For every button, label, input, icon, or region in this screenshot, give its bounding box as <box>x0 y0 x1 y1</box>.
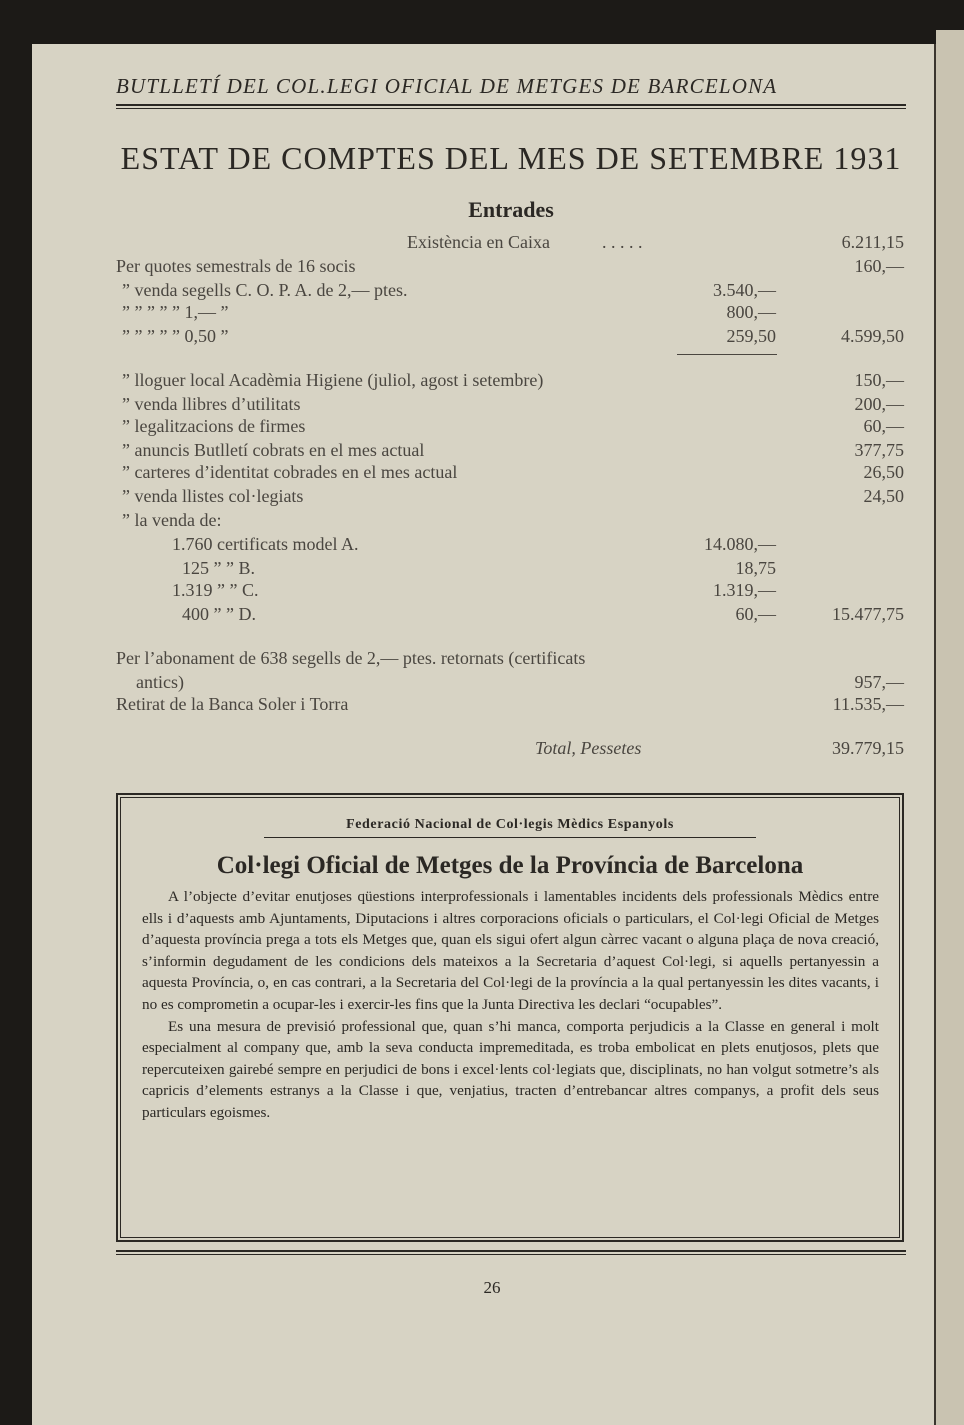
section-title-entrades: Entrades <box>468 197 554 222</box>
row-llistes-total: 24,50 <box>863 486 904 506</box>
row-existencia-label: Existència en Caixa <box>407 232 550 252</box>
row-banca-total: 11.535,— <box>832 694 904 714</box>
row-banca-label: Retirat de la Banca Soler i Torra <box>116 694 349 714</box>
row-cert-a-label: 1.760 certificats model A. <box>172 534 359 554</box>
row-cert-b-sub: 18,75 <box>735 558 776 578</box>
row-cert-c-sub: 1.319,— <box>713 580 776 600</box>
page-number: 26 <box>483 1278 501 1297</box>
row-quotes-label: Per quotes semestrals de 16 socis <box>116 256 356 276</box>
row-anuncis-label: ” anuncis Butlletí cobrats en el mes actual <box>122 440 425 460</box>
row-segells-050-sub: 259,50 <box>726 326 776 346</box>
notice-title: Col·legi Oficial de Metges de la Província de Barcelona <box>216 852 804 879</box>
subtotal-rule <box>677 354 777 355</box>
row-abonament-label-2: antics) <box>136 672 184 692</box>
row-cert-a-sub: 14.080,— <box>704 534 776 554</box>
row-segells-050-total: 4.599,50 <box>841 326 904 346</box>
footer-rule <box>116 1250 906 1252</box>
bulletin-page: BUTLLETÍ DEL COL.LEGI OFICIAL DE METGES DE BARCELONA ESTAT DE COMPTES DEL MES DE SETEMBRE 1931 Entrades Existència en Caixa . . . . . 6.211,15 Per quotes semestrals de 16 socis 160,— ” venda segells C. O. P. A. de 2,— ptes. 3.540,— ” ” ” ” ” 1,— ” 800,— ” ” ” ” ” 0,50 ” 259,50 4.599,50 ” lloguer local Acadèmia Higiene (juliol, agost i setembre) 150,— ” venda llibres d’utilitats 200,— ” legalitzacions de firmes 60,— ” anuncis Butlletí cobrats en el mes actual 377,75 ” carteres d’identitat cobrades en el mes actual 26,50 ” venda llistes col·legiats 24,50 ” la venda de: 1.760 certificats model A. 14.080,— 125 ” ” B. 18,75 1.319 ” ” C. 1.319,— 400 ” ” D. 60,— 15.477,75 Per l’abonament de 638 segells de 2,— ptes. retornats (certificats antics) 957,— Retirat de la Banca Soler i Torra 11.535,— Total, Pessetes 39.779,15 Federació Nacional de Col·legis Mèdics Espanyols Col·legi Oficial de Metges de la Província de Barcelona A l’objecte d’evitar enutjoses qüestions interprofessionals i lamentables incidents dels professionals Mèdics entre ells i d’aquests amb Ajuntaments, Diputacions i altres corporacions oficials o particulars, el Col·legi Oficial de Metges d’aquesta província prega a tots els Metges que, quan els sigui ofert algun càrrec vacant o alguna plaça de nova creació, s’informin degudament de les condicions dels mateixos a la Secretaria d’aquest Col·legi, si aquells pertanyessin a aquesta Província, o, en cas contrari, a la Secretaria del Col·legi de la província a la qual pertanyessin les dites vacants, i no es comprometin a ocupar-les i exercir-les fins que la Junta Directiva les declari “ocupables”. Es una mesura de previsió professional que, quan s’hi manca, comporta perjudicis a la Classe en general i molt especialment al company que, amb la seva conducta impremeditada, es troba embolicat en plets enutjosos, plets que repercuteixen gairebé sempre en perjudici de bons i excel·lents col·legiats que, disciplinats, no han volgut sotmetre’s als capricis d’elements estranys a la Classe i que, venjatius, tracten d’entrebancar altres companys, a profit dels seus particulars egoismes. 26 <box>32 44 936 1425</box>
adjacent-page-edge <box>936 30 964 1425</box>
row-llibres-total: 200,— <box>854 394 904 414</box>
row-cert-d-total: 15.477,75 <box>832 604 904 624</box>
row-segells-2-label: ” venda segells C. O. P. A. de 2,— ptes. <box>122 280 408 300</box>
row-segells-1-sub: 800,— <box>726 302 776 322</box>
row-cert-c-label: 1.319 ” ” C. <box>172 580 259 600</box>
row-llibres-label: ” venda llibres d’utilitats <box>122 394 301 414</box>
row-venda-de-label: ” la venda de: <box>122 510 222 530</box>
row-cert-d-label: 400 ” ” D. <box>182 604 256 624</box>
running-header: BUTLLETÍ DEL COL.LEGI OFICIAL DE METGES DE BARCELONA <box>116 74 778 98</box>
notice-paragraph-1: A l’objecte d’evitar enutjoses qüestions interprofessionals i lamentables incidents dels professionals Mèdics entre ells i d’aquests amb Ajuntaments, Diputacions i altres corporacions oficials o particulars, el Col·legi Oficial de Metges d’aquesta província prega a tots els Metges que, quan els sigui ofert algun càrrec vacant o alguna plaça de nova creació, s’informin degudament de les condicions dels mateixos a la Secretaria d’aquest Col·legi, si aquells pertanyessin a aquesta Província, o, en cas contrari, a la Secretaria del Col·legi de la província a la qual pertanyessin les dites vacants, i no es comprometin a ocupar-les i exercir-les fins que la Junta Directiva les declari “ocupables”. <box>142 888 879 1013</box>
row-existencia-total: 6.211,15 <box>841 232 904 252</box>
notice-paragraph-2: Es una mesura de previsió professional que, quan s’hi manca, comporta perjudicis a la Classe en general i molt especialment al company que, amb la seva conducta impremeditada, es troba embolicat en plets enutjosos, plets que repercuteixen gairebé sempre en perjudici de bons i excel·lents col·legiats que, disciplinats, no han volgut sotmetre’s als capricis d’elements estranys a la Classe i que, venjatius, tracten d’entrebancar altres companys, a profit dels seus particulars egoismes. <box>142 1017 879 1121</box>
total-value: 39.779,15 <box>832 738 904 758</box>
notice-subtitle: Federació Nacional de Col·legis Mèdics Espanyols <box>346 817 674 832</box>
total-label: Total, Pessetes <box>535 738 642 758</box>
row-segells-1-label: ” ” ” ” ” 1,— ” <box>122 302 229 322</box>
notice-subtitle-rule <box>264 837 756 838</box>
statement-title: ESTAT DE COMPTES DEL MES DE SETEMBRE 1931 <box>120 140 902 176</box>
header-rule <box>116 104 906 106</box>
row-carteres-total: 26,50 <box>863 462 904 482</box>
row-segells-050-label: ” ” ” ” ” 0,50 ” <box>122 326 229 346</box>
row-carteres-label: ” carteres d’identitat cobrades en el mes actual <box>122 462 458 482</box>
footer-rule-thin <box>116 1254 906 1255</box>
row-llistes-label: ” venda llistes col·legiats <box>122 486 304 506</box>
header-rule-thin <box>116 108 906 109</box>
row-abonament-label-1: Per l’abonament de 638 segells de 2,— ptes. retornats (certificats <box>116 648 586 668</box>
row-quotes-total: 160,— <box>854 256 904 276</box>
notice-body <box>142 886 879 1124</box>
row-lloguer-label: ” lloguer local Acadèmia Higiene (juliol, agost i setembre) <box>122 370 544 390</box>
row-segells-2-sub: 3.540,— <box>713 280 776 300</box>
row-abonament-total: 957,— <box>854 672 904 692</box>
row-cert-d-sub: 60,— <box>735 604 776 624</box>
row-legalitzacions-label: ” legalitzacions de firmes <box>122 416 306 436</box>
row-legalitzacions-total: 60,— <box>863 416 904 436</box>
row-lloguer-total: 150,— <box>854 370 904 390</box>
page-gutter <box>934 44 936 1425</box>
row-cert-b-label: 125 ” ” B. <box>182 558 255 578</box>
row-anuncis-total: 377,75 <box>854 440 904 460</box>
